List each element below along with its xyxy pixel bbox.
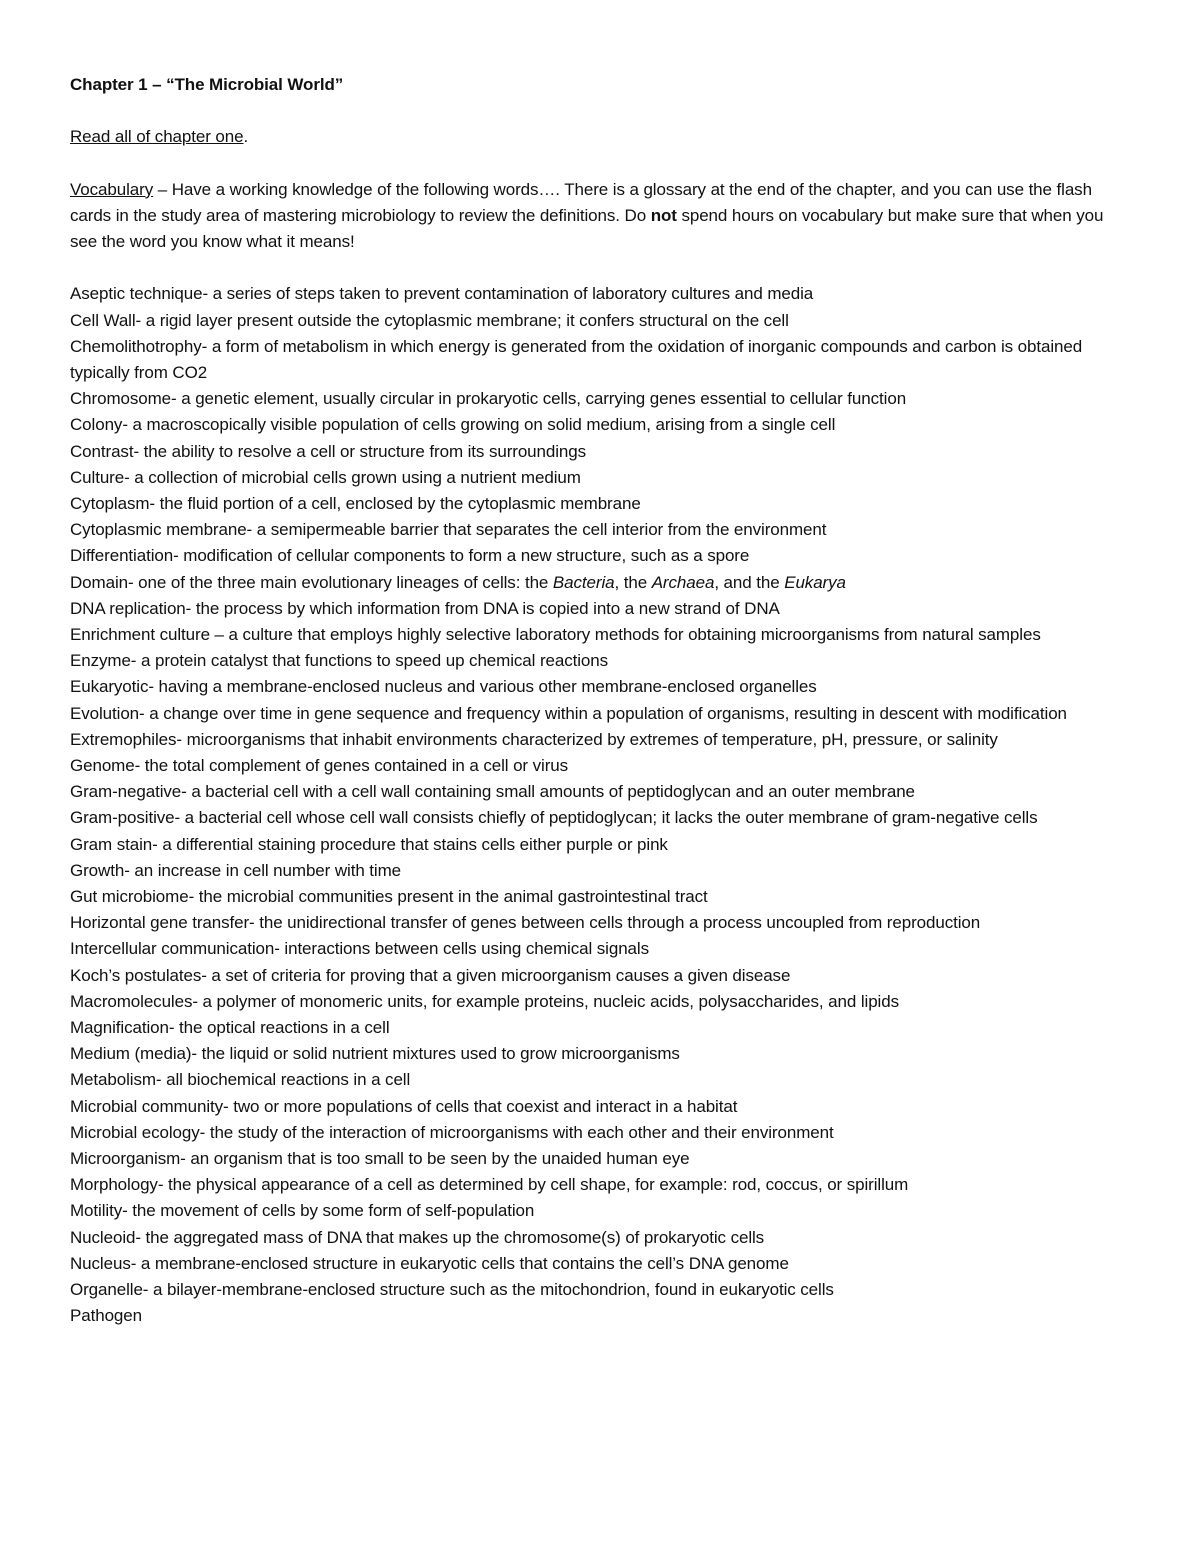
vocabulary-term: Nucleoid- the aggregated mass of DNA that makes up the chromosome(s) of prokaryotic cells xyxy=(70,1227,765,1247)
vocabulary-term: Evolution- a change over time in gene sequence and frequency within a population of organisms, resulting in descent with modification xyxy=(70,703,1067,723)
vocabulary-term: Enzyme- a protein catalyst that functions to speed up chemical reactions xyxy=(70,651,609,671)
domain-term-sep: , the xyxy=(614,572,652,592)
vocabulary-term: Koch’s postulates- a set of criteria for proving that a given microorganism causes a given disease xyxy=(70,965,791,985)
vocabulary-term: Culture- a collection of microbial cells grown using a nutrient medium xyxy=(70,467,581,487)
vocabulary-list xyxy=(70,281,1130,595)
vocabulary-term: Aseptic technique- a series of steps taken to prevent contamination of laboratory cultures and media xyxy=(70,284,814,304)
vocabulary-term-domain xyxy=(70,570,1130,596)
vocabulary-intro-text-2: spend hours on vocabulary but make sure that when you see the word you know what it means! xyxy=(70,205,1104,251)
vocabulary-term: Organelle- a bilayer-membrane-enclosed structure such as the mitochondrion, found in eukaryotic cells xyxy=(70,1280,834,1300)
read-instruction-period: . xyxy=(243,127,249,147)
vocabulary-term: Magnification- the optical reactions in a cell xyxy=(70,1018,390,1038)
vocabulary-term: Gut microbiome- the microbial communities present in the animal gastrointestinal tract xyxy=(70,887,708,907)
vocabulary-term: Gram stain- a differential staining procedure that stains cells either purple or pink xyxy=(70,834,668,854)
vocabulary-term: Colony- a macroscopically visible population of cells growing on solid medium, arising from a single cell xyxy=(70,415,836,435)
vocabulary-term: DNA replication- the process by which information from DNA is copied into a new strand of DNA xyxy=(70,598,780,618)
vocabulary-term: Motility- the movement of cells by some form of self-population xyxy=(70,1201,535,1221)
vocabulary-term: Chemolithotrophy- a form of metabolism in which energy is generated from the oxidation of inorganic compounds and carbon is obtained typically from CO2 xyxy=(70,336,1083,382)
domain-bacteria: Bacteria xyxy=(552,572,615,592)
vocabulary-term: Contrast- the ability to resolve a cell or structure from its surroundings xyxy=(70,441,587,461)
vocabulary-term: Gram-negative- a bacterial cell with a cell wall containing small amounts of peptidoglycan and an outer membrane xyxy=(70,782,915,802)
vocabulary-term: Macromolecules- a polymer of monomeric units, for example proteins, nucleic acids, polysaccharides, and lipids xyxy=(70,991,899,1011)
vocabulary-term: Differentiation- modification of cellular components to form a new structure, such as a spore xyxy=(70,546,750,566)
vocabulary-term: Cell Wall- a rigid layer present outside the cytoplasmic membrane; it confers structural on the cell xyxy=(70,310,789,330)
page-title: Chapter 1 – “The Microbial World” xyxy=(70,75,344,94)
vocabulary-intro-text-1: – Have a working knowledge of the following words…. There is a glossary at the end of the chapter, and you can use the flash cards in the study area of mastering microbiology to review the definitions. Do xyxy=(70,179,1092,225)
vocabulary-term: Enrichment culture – a culture that employs highly selective laboratory methods for obtaining microorganisms from natural samples xyxy=(70,625,1041,645)
domain-archaea: Archaea xyxy=(651,572,715,592)
vocabulary-term: Chromosome- a genetic element, usually circular in prokaryotic cells, carrying genes essential to cellular function xyxy=(70,389,907,409)
vocabulary-term: Pathogen xyxy=(70,1306,142,1326)
vocabulary-term: Gram-positive- a bacterial cell whose cell wall consists chiefly of peptidoglycan; it lacks the outer membrane of gram-negative cells xyxy=(70,808,1038,828)
domain-eukarya: Eukarya xyxy=(784,572,846,592)
vocabulary-heading: Vocabulary xyxy=(70,179,154,199)
vocabulary-term: Morphology- the physical appearance of a cell as determined by cell shape, for example: rod, coccus, or spirillum xyxy=(70,1175,909,1195)
domain-term-prefix: Domain- one of the three main evolutionary lineages of cells: the xyxy=(70,572,553,592)
vocabulary-list-continued xyxy=(70,596,1130,1330)
vocabulary-term: Cytoplasm- the fluid portion of a cell, enclosed by the cytoplasmic membrane xyxy=(70,494,641,513)
vocabulary-term: Microbial community- two or more populations of cells that coexist and interact in a habitat xyxy=(70,1096,738,1116)
spacer xyxy=(70,255,1130,281)
vocabulary-term: Microorganism- an organism that is too small to be seen by the unaided human eye xyxy=(70,1149,690,1169)
document-page xyxy=(70,72,1130,1330)
vocabulary-intro xyxy=(70,177,1130,256)
vocabulary-term: Genome- the total complement of genes contained in a cell or virus xyxy=(70,756,569,776)
vocabulary-term: Cytoplasmic membrane- a semipermeable barrier that separates the cell interior from the environment xyxy=(70,520,827,540)
read-instruction xyxy=(70,124,1130,150)
vocabulary-term: Nucleus- a membrane-enclosed structure in eukaryotic cells that contains the cell’s DNA genome xyxy=(70,1253,789,1273)
vocabulary-term: Medium (media)- the liquid or solid nutrient mixtures used to grow microorganisms xyxy=(70,1044,680,1064)
vocabulary-intro-emphasis: not xyxy=(650,205,677,225)
vocabulary-term: Microbial ecology- the study of the interaction of microorganisms with each other and their environment xyxy=(70,1122,834,1142)
vocabulary-term: Extremophiles- microorganisms that inhabit environments characterized by extremes of temperature, pH, pressure, or salinity xyxy=(70,729,998,749)
vocabulary-term: Intercellular communication- interactions between cells using chemical signals xyxy=(70,939,649,959)
read-instruction-text: Read all of chapter one xyxy=(70,127,244,147)
vocabulary-term: Metabolism- all biochemical reactions in a cell xyxy=(70,1070,411,1090)
vocabulary-term: Growth- an increase in cell number with time xyxy=(70,860,402,880)
spacer xyxy=(70,98,1130,124)
domain-term-sep: , and the xyxy=(714,572,785,592)
vocabulary-term: Eukaryotic- having a membrane-enclosed nucleus and various other membrane-enclosed organelles xyxy=(70,677,817,697)
spacer xyxy=(70,150,1130,176)
vocabulary-term: Horizontal gene transfer- the unidirectional transfer of genes between cells through a process uncoupled from reproduction xyxy=(70,913,981,933)
